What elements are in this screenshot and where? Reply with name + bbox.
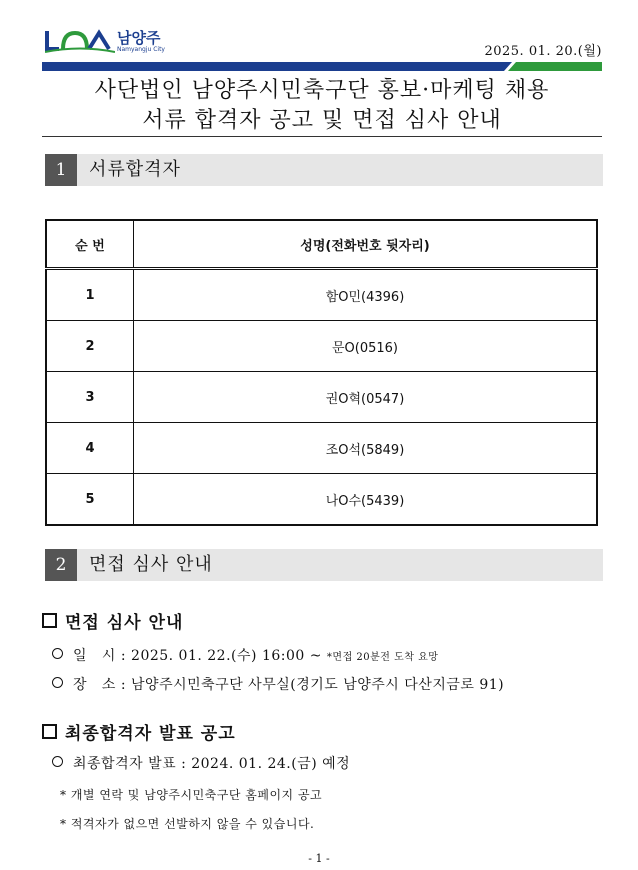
interview-date-value: 2025. 01. 22.(수) 16:00 ~	[131, 648, 322, 664]
row-number: 1	[46, 269, 134, 321]
row-number: 5	[46, 474, 134, 526]
announce-item	[52, 753, 350, 773]
circle-bullet-icon	[52, 756, 63, 767]
row-name: 조O석(5849)	[134, 423, 598, 474]
row-name: 함O민(4396)	[134, 269, 598, 321]
city-logo	[45, 27, 175, 59]
announce-note-2: * 적격자가 없으면 선발하지 않을 수 있습니다.	[60, 817, 315, 831]
interview-place-item	[52, 674, 504, 694]
checkbox-square-icon	[42, 613, 57, 628]
row-number: 4	[46, 423, 134, 474]
announce-heading	[42, 719, 236, 744]
interview-date-item	[52, 645, 438, 665]
row-number: 2	[46, 321, 134, 372]
table-row	[46, 474, 597, 526]
logo-subtext: Namyangju City	[117, 46, 165, 53]
table-row	[46, 372, 597, 423]
logo-text: 남양주	[117, 29, 161, 47]
interview-date-label: 일 시 :	[73, 648, 127, 664]
table-header-row	[46, 220, 597, 269]
section-label: 면접 심사 안내	[89, 554, 213, 575]
section-number: 1	[45, 154, 77, 186]
title-line-2: 서류 합격자 공고 및 면접 심사 안내	[142, 108, 502, 133]
interview-heading	[42, 608, 183, 633]
column-header-name: 성명(전화번호 뒷자리)	[134, 220, 598, 269]
interview-place-label: 장 소 :	[73, 677, 127, 693]
table-row	[46, 423, 597, 474]
table-row	[46, 269, 597, 321]
checkbox-square-icon	[42, 724, 57, 739]
row-number: 3	[46, 372, 134, 423]
row-name: 문O(0516)	[134, 321, 598, 372]
interview-place-value: 남양주시민축구단 사무실(경기도 남양주시 다산지금로 91)	[131, 677, 505, 693]
interview-date-note: *면접 20분전 도착 요망	[326, 652, 439, 663]
announce-item-text: 최종합격자 발표 : 2024. 01. 24.(금) 예정	[73, 756, 351, 772]
circle-bullet-icon	[52, 648, 63, 659]
section-label: 서류합격자	[89, 159, 181, 180]
document-title	[42, 76, 602, 136]
title-line-1: 사단법인 남양주시민축구단 홍보·마케팅 채용	[94, 78, 550, 103]
row-name: 나O수(5439)	[134, 474, 598, 526]
table-row	[46, 321, 597, 372]
circle-bullet-icon	[52, 677, 63, 688]
page-number: - 1 -	[308, 852, 330, 865]
interview-heading-text: 면접 심사 안내	[65, 613, 184, 633]
announce-note-1: * 개별 연락 및 남양주시민축구단 홈페이지 공고	[60, 788, 323, 802]
row-name: 권O혁(0547)	[134, 372, 598, 423]
announce-heading-text: 최종합격자 발표 공고	[65, 724, 236, 744]
title-divider	[42, 136, 602, 137]
section-header-interview	[45, 549, 603, 581]
applicants-table	[45, 219, 598, 526]
column-header-number: 순 번	[46, 220, 134, 269]
header-color-bar	[42, 62, 602, 71]
document-date: 2025. 01. 20.(월)	[484, 44, 602, 59]
logo-mark-icon	[45, 27, 115, 55]
section-header-applicants	[45, 154, 603, 186]
section-number: 2	[45, 549, 77, 581]
